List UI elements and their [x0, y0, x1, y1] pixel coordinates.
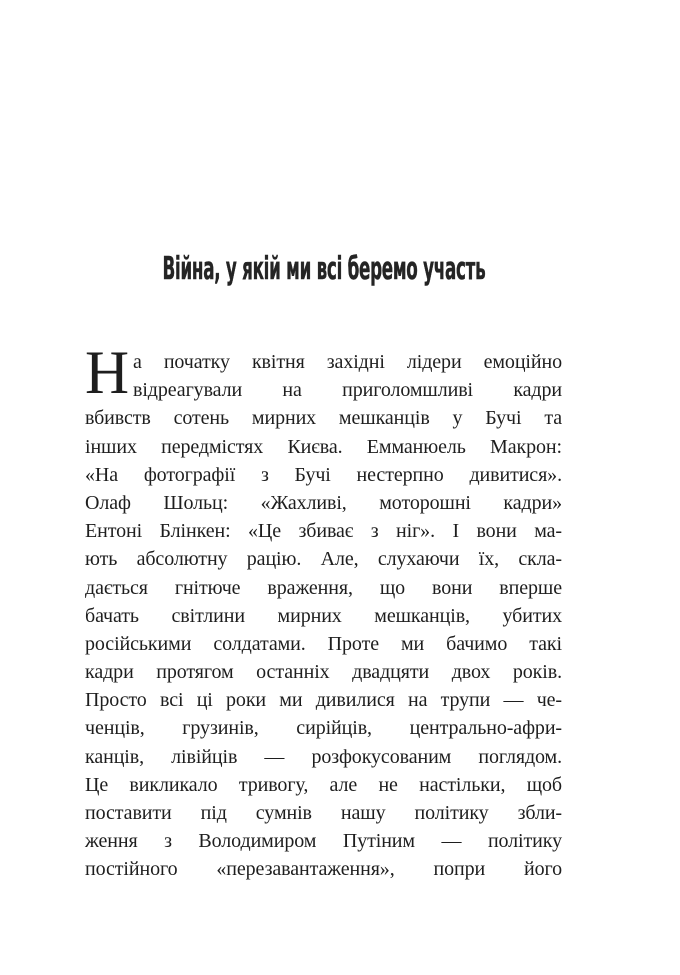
- text-line: канців, лівійців — розфокусованим поглядом.: [85, 745, 562, 768]
- text-line: а початку квітня західні лідери емоційно: [133, 351, 562, 373]
- text-line: ження з Володимиром Путіним — політику: [85, 830, 562, 853]
- text-line: ють абсолютну рацію. Але, слухаючи їх, скла-: [85, 548, 562, 571]
- text-line: ченців, грузинів, сирійців, центрально-афри-: [85, 717, 562, 740]
- text-line: Просто всі ці роки ми дивилися на трупи — че-: [85, 689, 562, 712]
- paragraph-lines: [85, 348, 562, 884]
- text-line: Це викликало тривогу, але не настільки, щоб: [85, 773, 562, 796]
- text-line: російськими солдатами. Проте ми бачимо такі: [85, 632, 562, 655]
- text-line: постійного «перезавантаження», попри його: [85, 858, 562, 881]
- text-line: «На фотографії з Бучі нестерпно дивитися».: [85, 463, 562, 486]
- text-line: поставити під сумнів нашу політику збли-: [85, 802, 562, 824]
- chapter-title-text: Війна, у якій ми всі беремо участь: [162, 251, 485, 287]
- drop-cap: Н: [85, 340, 129, 407]
- text-line: вбивств сотень мирних мешканців у Бучі та: [85, 407, 562, 430]
- text-line: Ентоні Блінкен: «Це збиває з ніг». І вони ма-: [85, 520, 562, 543]
- text-line: Олаф Шольц: «Жахливі, моторошні кадри»: [85, 491, 562, 514]
- text-line: бачать світлини мирних мешканців, убитих: [85, 604, 562, 627]
- text-line: інших передмістях Києва. Емманюель Макрон:: [85, 435, 562, 458]
- chapter-title: [85, 249, 562, 289]
- text-line: кадри протягом останніх двадцяти двох років.: [85, 661, 562, 684]
- body-paragraph: [85, 340, 562, 884]
- text-line: дається гнітюче враження, що вони вперше: [85, 576, 562, 599]
- text-line: відреагували на приголомшливі кадри: [133, 379, 562, 402]
